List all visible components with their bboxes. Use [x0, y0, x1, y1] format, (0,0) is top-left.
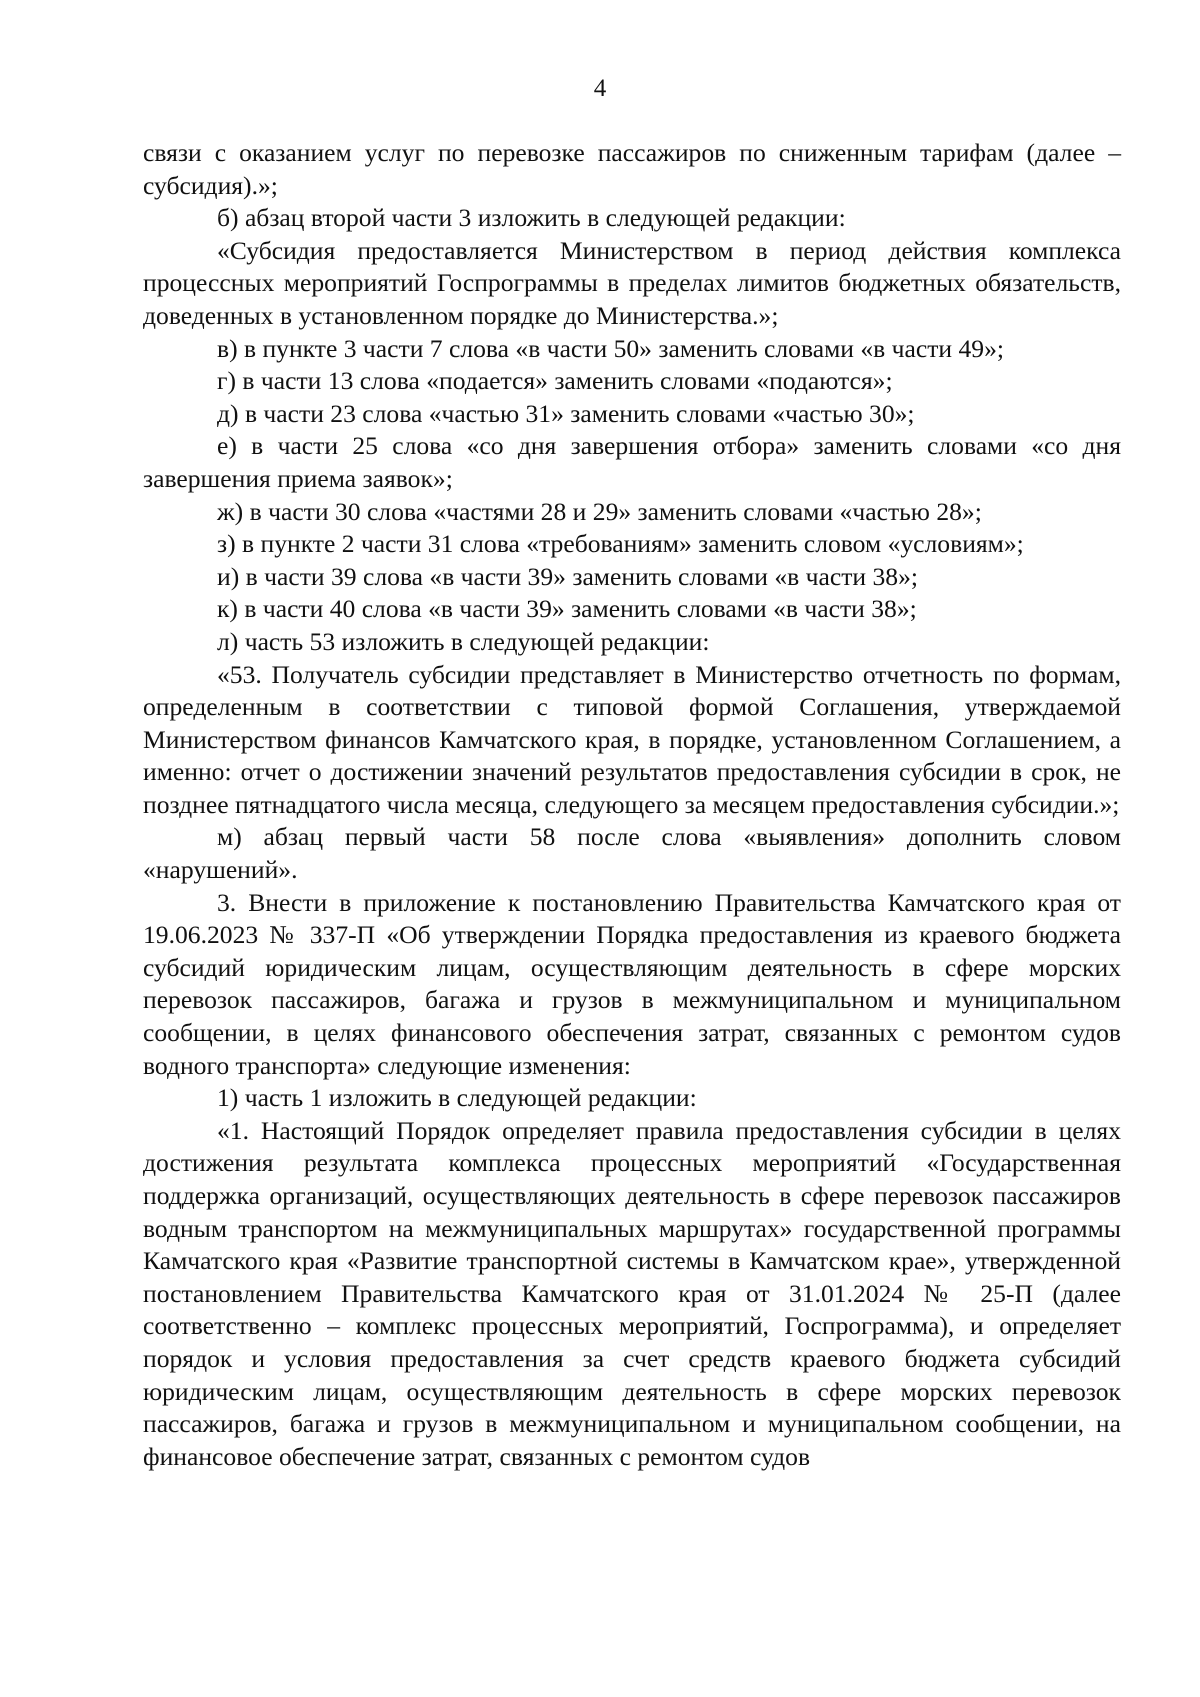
paragraph: к) в части 40 слова «в части 39» заменить словами «в части 38»;	[217, 594, 917, 624]
paragraph: 3. Внести в приложение к постановлению Правительства Камчатского края от 19.06.2023 № 337-П «Об утверждении Порядка предоставления из краевого бюджета субсидий юридическим лицам, осуществляющим деятельность в сфере морских перевозок пассажиров, багажа и грузов в межмуниципальном и муниципальном сообщении, в целях финансового обеспечения затрат, связанных с ремонтом судов водного транспорта» следующие изменения:	[143, 887, 1121, 1080]
paragraph: «53. Получатель субсидии представляет в Министерство отчетность по формам, определенным в соответствии с типовой формой Соглашения, утверждаемой Министерством финансов Камчатского края, в порядке, установленном Соглашением, а именно: отчет о достижении значений результатов предоставления субсидии в срок, не позднее пятнадцатого числа месяца, следующего за месяцем предоставления субсидии.»;	[143, 659, 1121, 819]
paragraph: д) в части 23 слова «частью 31» заменить словами «частью 30»;	[217, 398, 915, 428]
paragraph: и) в части 39 слова «в части 39» заменить словами «в части 38»;	[217, 561, 918, 591]
paragraph: ж) в части 30 слова «частями 28 и 29» заменить словами «частью 28»;	[217, 496, 982, 526]
page-number: 4	[593, 75, 607, 102]
paragraph: м) абзац первый части 58 после слова «выявления» дополнить словом «нарушений».	[143, 822, 1121, 885]
paragraph: 1) часть 1 изложить в следующей редакции:	[217, 1083, 697, 1113]
paragraph: «Субсидия предоставляется Министерством в период действия комплекса процессных мероприятий Госпрограммы в пределах лимитов бюджетных обязательств, доведенных в установленном порядке до Министерства.»;	[143, 235, 1121, 330]
paragraph: связи с оказанием услуг по перевозке пассажиров по сниженным тарифам (далее – субсидия).»;	[143, 138, 1121, 200]
paragraph: з) в пункте 2 части 31 слова «требованиям» заменить словом «условиям»;	[217, 529, 1024, 559]
paragraph: «1. Настоящий Порядок определяет правила предоставления субсидии в целях достижения результата комплекса процессных мероприятий «Государственная поддержка организаций, осуществляющих деятельность в сфере перевозок пассажиров водным транспортом на межмуниципальных маршрутах» государственной программы Камчатского края «Развитие транспортной системы в Камчатском крае», утвержденной постановлением Правительства Камчатского края от 31.01.2024 № 25-П (далее соответственно – комплекс процессных мероприятий, Госпрограмма), и определяет порядок и условия предоставления за счет средств краевого бюджета субсидий юридическим лицам, осуществляющим деятельность в сфере морских перевозок пассажиров, багажа и грузов в межмуниципальном и муниципальном сообщении, на финансовое обеспечение затрат, связанных с ремонтом судов	[143, 1115, 1121, 1471]
paragraph: г) в части 13 слова «подается» заменить словами «подаются»;	[217, 366, 893, 396]
paragraph: е) в части 25 слова «со дня завершения отбора» заменить словами «со дня завершения приема заявок»;	[143, 431, 1121, 493]
paragraph: в) в пункте 3 части 7 слова «в части 50» заменить словами «в части 49»;	[217, 333, 1005, 363]
paragraph: л) часть 53 изложить в следующей редакции:	[217, 626, 710, 656]
document-body	[143, 137, 1121, 1473]
paragraph: б) абзац второй части 3 изложить в следующей редакции:	[217, 203, 846, 233]
